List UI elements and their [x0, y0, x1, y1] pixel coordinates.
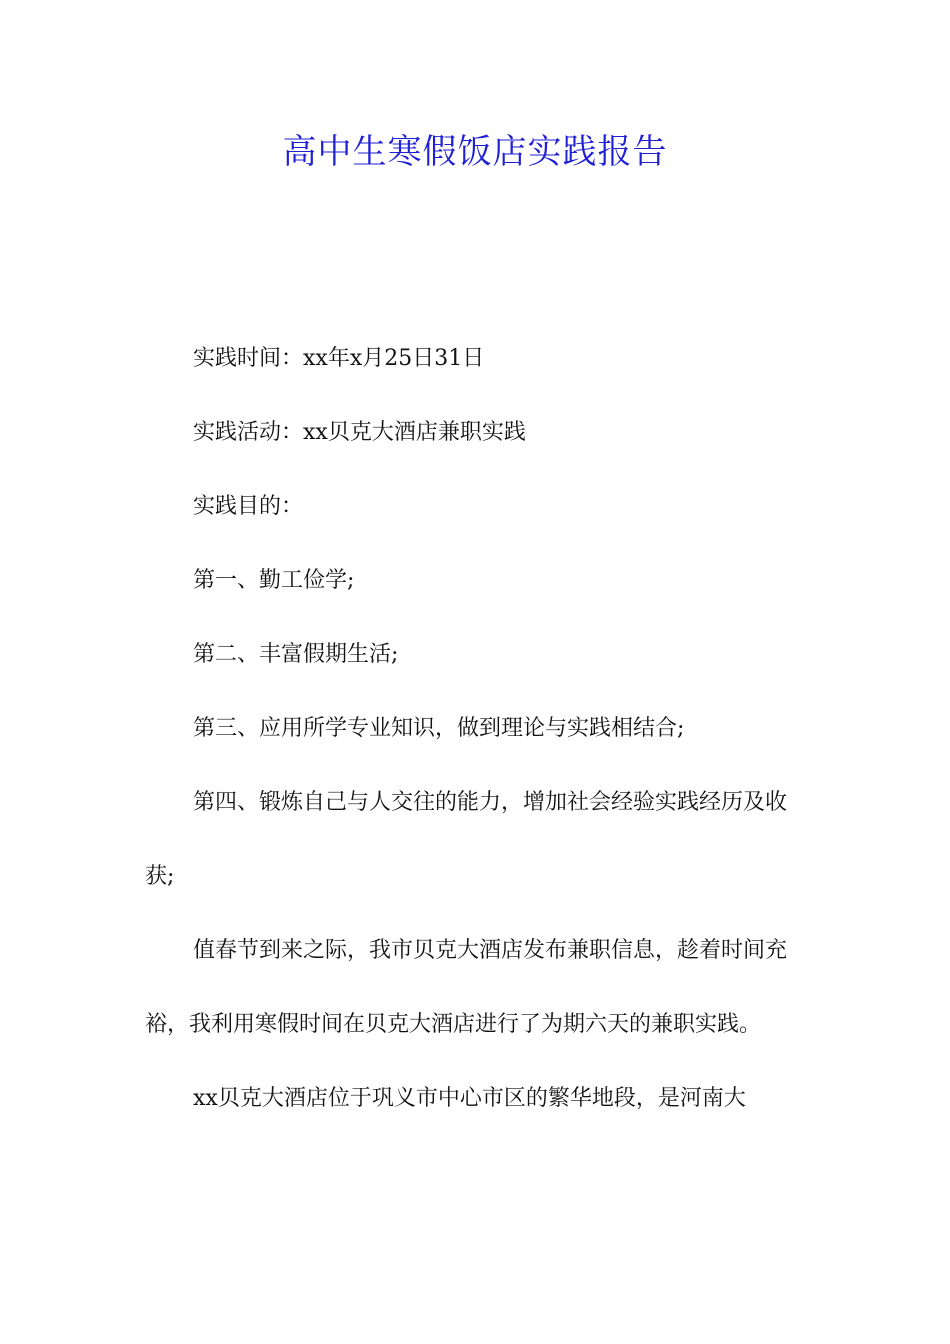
paragraph-hotel-location: xx贝克大酒店位于巩义市中心市区的繁华地段，是河南大	[193, 1086, 746, 1111]
paragraph-intro: 值春节到来之际，我市贝克大酒店发布兼职信息，趁着时间充裕，我利用寒假时间在贝克大酒店进行了为期六天的兼职实践。	[145, 938, 788, 1037]
paragraph-purpose-2: 第二、丰富假期生活;	[193, 642, 399, 667]
paragraph-purpose-1: 第一、勤工俭学;	[193, 568, 355, 593]
paragraph-practice-activity: 实践活动：xx贝克大酒店兼职实践	[193, 420, 526, 445]
paragraph-purpose-4: 第四、锻炼自己与人交往的能力，增加社会经验实践经历及收获;	[145, 790, 788, 889]
paragraph-practice-time: 实践时间：xx年x月25日31日	[193, 346, 485, 371]
paragraph-practice-purpose: 实践目的：	[193, 494, 304, 519]
document-title: 高中生寒假饭店实践报告	[282, 132, 668, 172]
paragraph-purpose-3: 第三、应用所学专业知识，做到理论与实践相结合;	[193, 716, 685, 741]
document-body	[145, 322, 807, 1136]
